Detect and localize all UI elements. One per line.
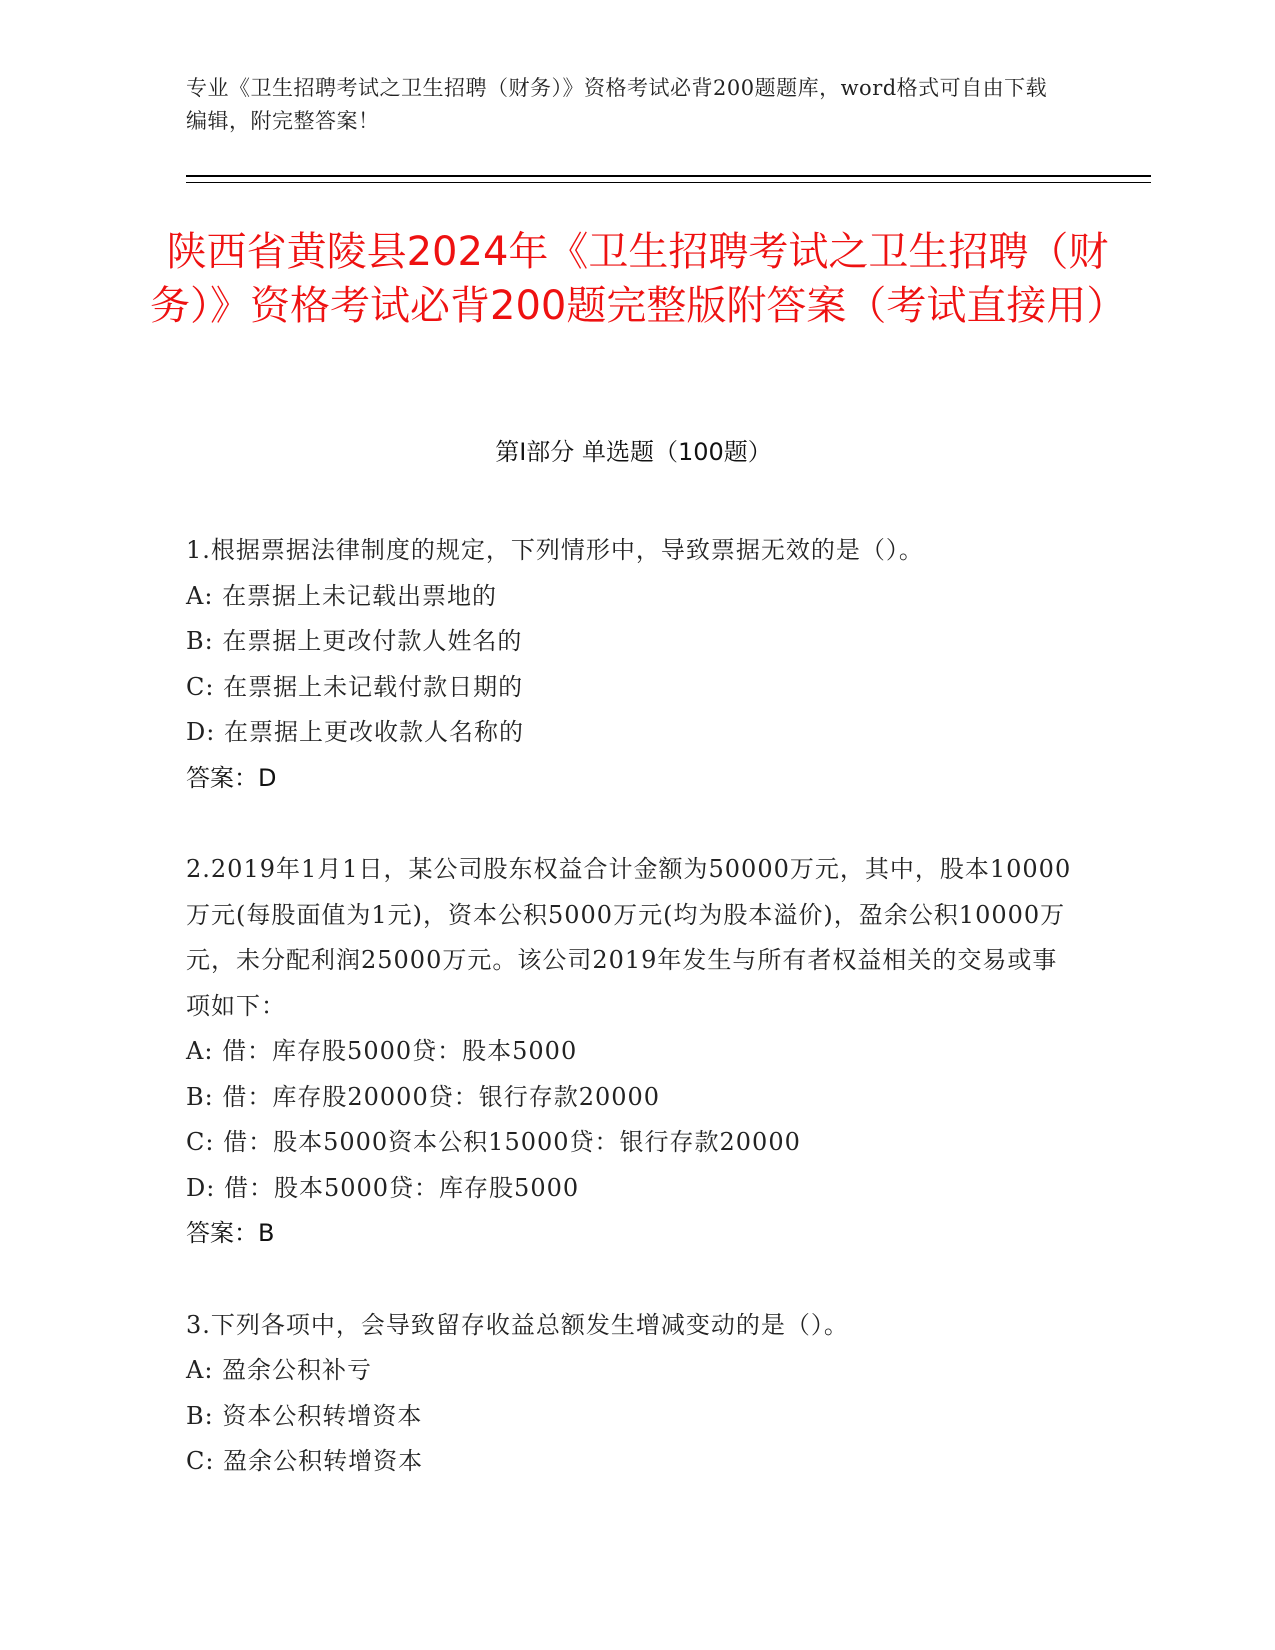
option-text: 在票据上未记载出票地的 [222, 581, 498, 610]
question-stem: 1.根据票据法律制度的规定，下列情形中，导致票据无效的是（）。 [186, 536, 924, 564]
option-c [186, 1439, 1081, 1485]
question-2 [186, 847, 1081, 1257]
option-d [186, 710, 1081, 756]
option-text: 借：库存股5000贷：股本5000 [222, 1037, 578, 1065]
option-key: C: [186, 672, 215, 701]
option-key: C: [186, 1447, 215, 1475]
header-rule-thin [186, 182, 1151, 183]
question-1 [186, 528, 1081, 801]
option-text: 在票据上更改付款人姓名的 [222, 627, 523, 655]
option-key: D: [186, 1173, 216, 1202]
option-text: 盈余公积补亏 [222, 1356, 373, 1384]
option-key: D: [186, 718, 216, 746]
section-title: 第Ⅰ部分 单选题（100题） [495, 438, 772, 466]
option-c [186, 665, 1081, 711]
option-text: 借：库存股20000贷：银行存款20000 [222, 1082, 661, 1111]
option-key: B: [186, 1401, 214, 1430]
document-title: 陕西省黄陵县2024年《卫生招聘考试之卫生招聘（财务）》资格考试必背200题完整版附答案（考试直接用） [150, 229, 1127, 329]
question-3 [186, 1303, 1081, 1485]
option-text: 借：股本5000贷：库存股5000 [223, 1173, 580, 1202]
answer: 答案：B [186, 1219, 275, 1247]
option-key: B: [186, 1082, 214, 1111]
option-a [186, 1029, 1081, 1075]
option-text: 借：股本5000资本公积15000贷：银行存款20000 [223, 1128, 801, 1156]
option-b [186, 619, 1081, 665]
option-text: 盈余公积转增资本 [223, 1447, 424, 1475]
option-text: 在票据上更改收款人名称的 [223, 718, 524, 746]
option-a [186, 1348, 1081, 1394]
header-note: 专业《卫生招聘考试之卫生招聘（财务）》资格考试必背200题题库，word格式可自由下载编辑，附完整答案！ [186, 76, 1048, 133]
option-a [186, 574, 1081, 620]
option-key: A: [186, 1356, 214, 1384]
option-d [186, 1166, 1081, 1212]
question-list [186, 528, 1081, 1531]
option-b [186, 1075, 1081, 1121]
option-text: 资本公积转增资本 [222, 1401, 423, 1430]
option-c [186, 1120, 1081, 1166]
question-stem: 2.2019年1月1日，某公司股东权益合计金额为50000万元，其中，股本10000万元(每股面值为1元)，资本公积5000万元(均为股本溢价)，盈余公积10000万元，未分配利润25000万元。该公司2019年发生与所有者权益相关的交易或事项如下： [186, 855, 1072, 1020]
option-key: B: [186, 627, 214, 655]
option-key: A: [186, 581, 214, 610]
option-b [186, 1394, 1081, 1440]
question-stem: 3.下列各项中，会导致留存收益总额发生增减变动的是（）。 [186, 1310, 849, 1339]
answer: 答案：D [186, 763, 277, 792]
option-text: 在票据上未记载付款日期的 [223, 672, 524, 701]
option-key: C: [186, 1128, 215, 1156]
option-key: A: [186, 1037, 214, 1065]
header-rule-thick [186, 175, 1151, 177]
